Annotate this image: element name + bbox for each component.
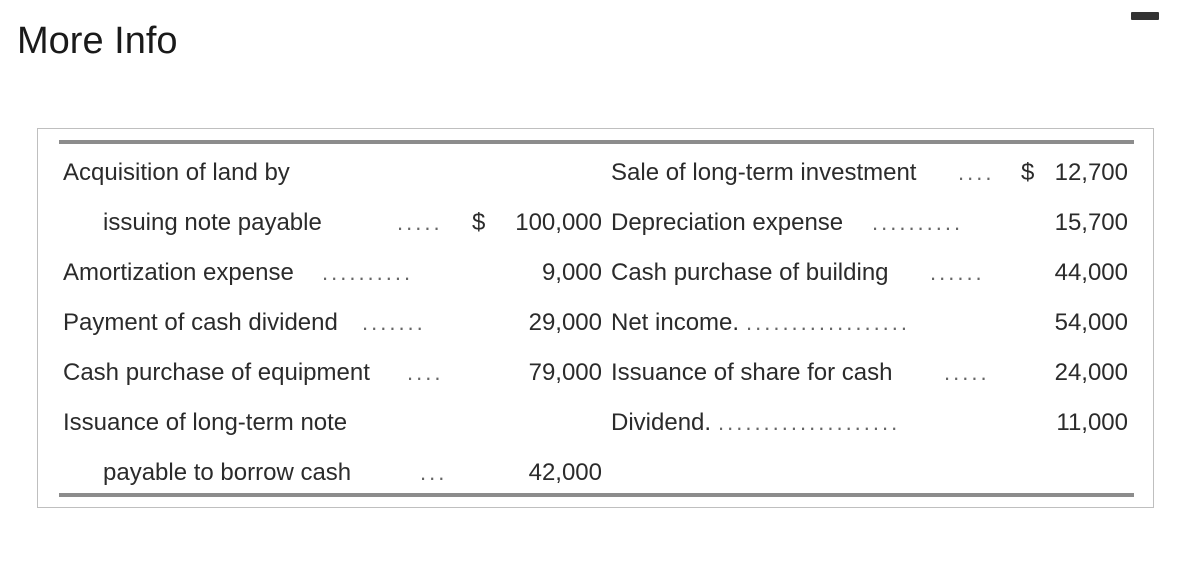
right-row-leader-dots: .......... [872,210,964,235]
right-row-leader-dots: ..... [944,360,990,385]
right-row-label: Issuance of share for cash [611,359,893,386]
left-row-leader-dots: ....... [362,310,426,335]
right-row-leader-dots: .... [958,160,995,185]
table-top-rule [59,140,1134,144]
right-row-leader-dots: .................... [718,410,901,435]
left-row-label: Payment of cash dividend [63,309,338,336]
left-row-label: Amortization expense [63,259,294,286]
right-row-label: Dividend. [611,409,712,436]
left-row-amount: 100,000 [515,209,602,236]
right-row-label: Net income. [611,309,740,336]
left-row-leader-dots: .......... [322,260,414,285]
right-row-label: Sale of long-term investment [611,159,917,186]
right-row-amount: 15,700 [1054,209,1128,236]
right-row-leader-dots: .................. [746,310,911,335]
right-row-amount: 12,700 [1054,159,1128,186]
left-row-leader-dots: ... [420,460,448,485]
page-title: More Info [17,20,178,62]
table-bottom-rule [59,493,1134,497]
minimize-icon[interactable] [1131,12,1159,20]
left-row-label: payable to borrow cash [103,459,352,486]
right-row-amount: 24,000 [1054,359,1128,386]
right-row-amount: 11,000 [1056,409,1128,436]
left-row-label: Acquisition of land by [63,159,290,186]
right-row-amount: 44,000 [1054,259,1128,286]
right-row-amount: 54,000 [1054,309,1128,336]
left-row-label: Issuance of long-term note [63,409,348,436]
left-row-amount: 9,000 [541,259,602,286]
right-row-label: Cash purchase of building [611,259,889,286]
left-row-amount: 79,000 [528,359,602,386]
left-row-amount: 42,000 [528,459,602,486]
left-row-currency: $ [472,209,486,236]
left-row-amount: 29,000 [528,309,602,336]
right-row-label: Depreciation expense [611,209,844,236]
right-row-currency: $ [1021,159,1035,186]
left-row-label: issuing note payable [103,209,322,236]
left-row-leader-dots: .... [407,360,444,385]
right-row-leader-dots: ...... [930,260,985,285]
left-row-leader-dots: ..... [397,210,443,235]
left-row-label: Cash purchase of equipment [63,359,370,386]
